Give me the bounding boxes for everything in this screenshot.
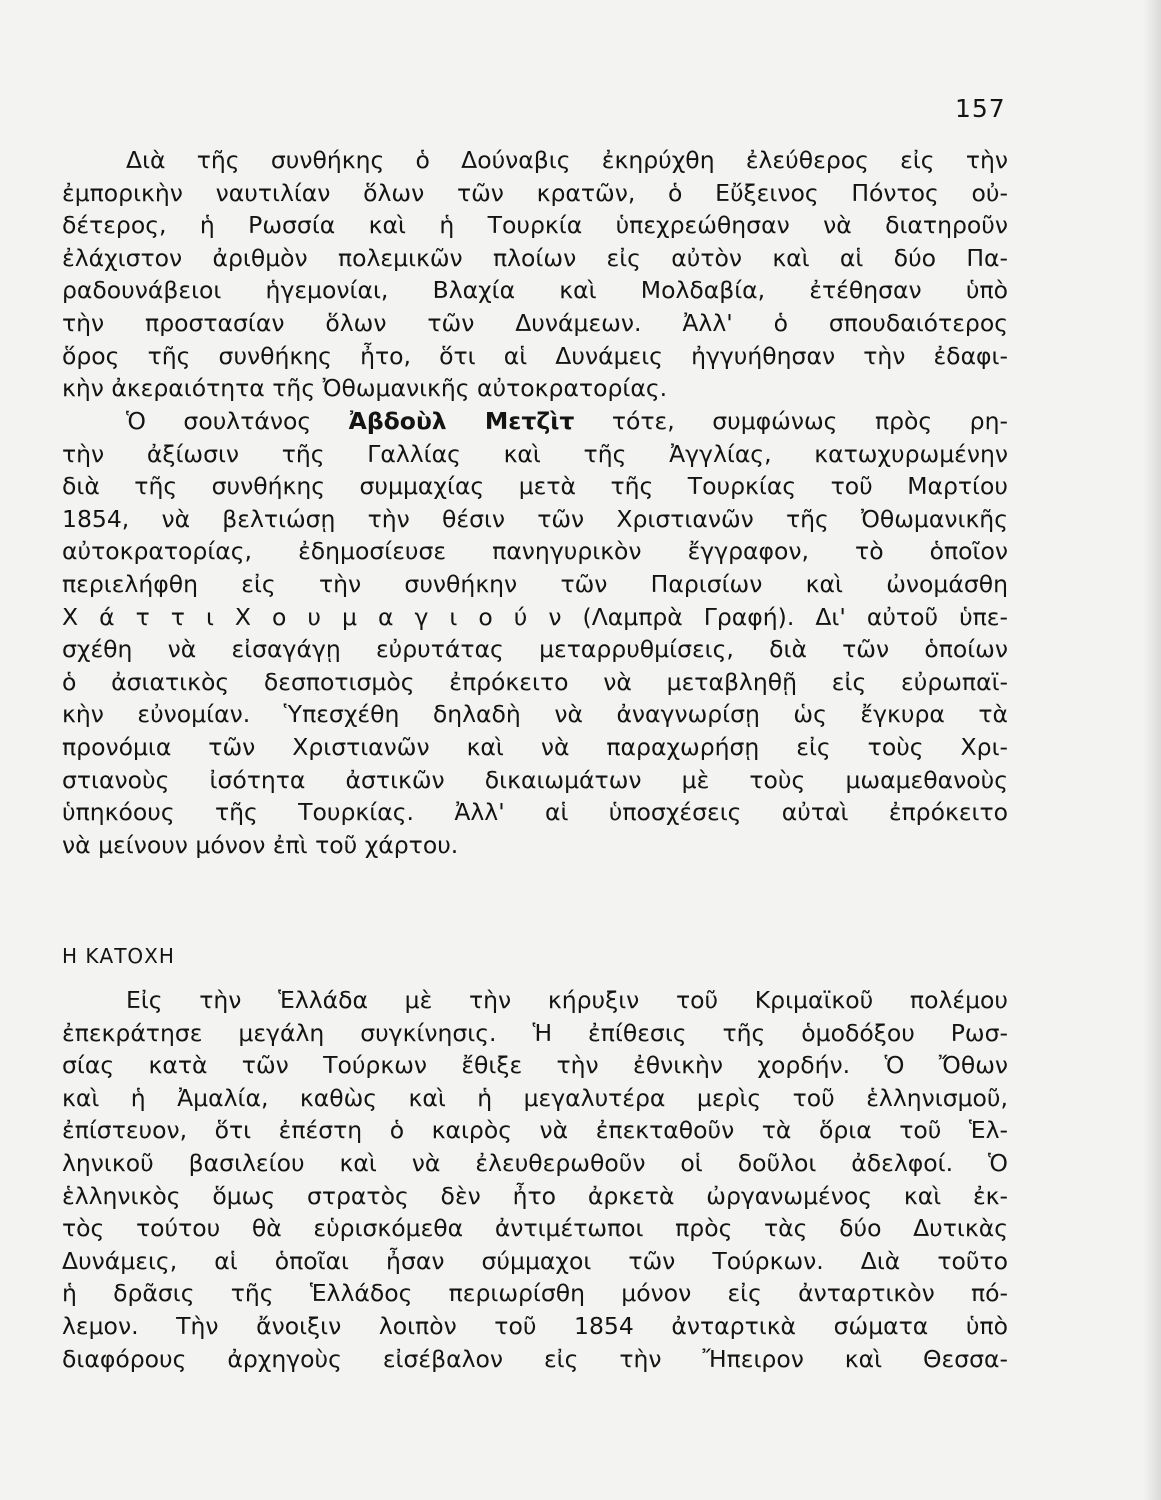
- sultan-name: Ἀβδοὺλ Μετζὶτ: [348, 407, 575, 435]
- text-line: Δυνάμεις, αἱ ὁποῖαι ἦσαν σύμμαχοι τῶν Τούρκων. Διὰ τοῦτο: [62, 1246, 1008, 1275]
- text-line: τὴν προστασίαν ὅλων τῶν Δυνάμεων. Ἀλλ' ὁ σπουδαιότερος: [62, 308, 1008, 337]
- text-line: κὴν ἀκεραιότητα τῆς Ὀθωμανικῆς αὐτοκρατορίας.: [62, 374, 668, 403]
- text-line: περιελήφθη εἰς τὴν συνθήκην τῶν Παρισίων καὶ ὠνομάσθη: [62, 569, 1008, 598]
- text-line: αὐτοκρατορίας, ἐδημοσίευσε πανηγυρικὸν ἔγγραφον, τὸ ὁποῖον: [62, 537, 1008, 566]
- text-line: ἑλληνικὸς ὅμως στρατὸς δὲν ἦτο ἀρκετὰ ὠργανωμένος καὶ ἐκ-: [62, 1181, 1008, 1210]
- text-line: 1854, νὰ βελτιώσῃ τὴν θέσιν τῶν Χριστιανῶν τῆς Ὀθωμανικῆς: [62, 504, 1008, 533]
- text-line: τὸς τούτου θὰ εὑρισκόμεθα ἀντιμέτωποι πρὸς τὰς δύο Δυτικὰς: [62, 1214, 1008, 1243]
- text-line: Χ ά τ τ ι Χ ο υ μ α γ ι ο ύ ν (Λαμπρὰ Γραφή). Δι' αὐτοῦ ὑπε-: [62, 602, 1008, 631]
- paragraph-hatti-humayun: [62, 405, 1008, 861]
- paragraph-treaty: [62, 144, 1008, 405]
- text-line: σχέθη νὰ εἰσαγάγῃ εὐρυτάτας μεταρρυθμίσεις, διὰ τῶν ὁποίων: [62, 635, 1008, 664]
- text-line: διαφόρους ἀρχηγοὺς εἰσέβαλον εἰς τὴν Ἤπειρον καὶ Θεσσα-: [62, 1344, 1008, 1373]
- text-line: προνόμια τῶν Χριστιανῶν καὶ νὰ παραχωρήσῃ εἰς τοὺς Χρι-: [62, 732, 1008, 761]
- text-line: ἐλάχιστον ἀριθμὸν πολεμικῶν πλοίων εἰς αὐτὸν καὶ αἱ δύο Πα-: [62, 243, 1008, 272]
- text-line: ὁ ἀσιατικὸς δεσποτισμὸς ἐπρόκειτο νὰ μεταβληθῇ εἰς εὐρωπαϊ-: [62, 667, 1008, 696]
- text-line: ἡ δρᾶσις τῆς Ἑλλάδος περιωρίσθη μόνον εἰς ἀνταρτικὸν πό-: [62, 1279, 1008, 1308]
- paragraph-occupation: [62, 984, 1008, 1375]
- text-line: Διὰ τῆς συνθήκης ὁ Δούναβις ἐκηρύχθη ἐλεύθερος εἰς τὴν: [126, 146, 1008, 174]
- text-line: σίας κατὰ τῶν Τούρκων ἔθιξε τὴν ἐθνικὴν χορδήν. Ὁ Ὄθων: [62, 1051, 1008, 1080]
- text-line: νὰ μείνουν μόνον ἐπὶ τοῦ χάρτου.: [62, 830, 459, 859]
- page-edge-shadow: [1143, 0, 1161, 1500]
- section-heading: Η ΚΑΤΟΧΗ: [62, 944, 175, 968]
- text-line: ἐπεκράτησε μεγάλη συγκίνησις. Ἡ ἐπίθεσις τῆς ὁμοδόξου Ρωσ-: [62, 1018, 1008, 1047]
- text-line: Εἰς τὴν Ἑλλάδα μὲ τὴν κήρυξιν τοῦ Κριμαϊκοῦ πολέμου: [126, 986, 1008, 1014]
- text-line: ὅρος τῆς συνθήκης ἦτο, ὅτι αἱ Δυνάμεις ἠγγυήθησαν τὴν ἐδαφι-: [62, 341, 1008, 370]
- page-number: 157: [955, 94, 1006, 123]
- text-run: Ὁ σουλτάνος: [126, 407, 349, 435]
- text-line: στιανοὺς ἰσότητα ἀστικῶν δικαιωμάτων μὲ τοὺς μωαμεθανοὺς: [62, 765, 1008, 794]
- text-line: ραδουνάβειοι ἡγεμονίαι, Βλαχία καὶ Μολδαβία, ἐτέθησαν ὑπὸ: [62, 276, 1008, 305]
- text-run: τότε, συμφώνως πρὸς ρη-: [574, 407, 1008, 435]
- text-line: διὰ τῆς συνθήκης συμμαχίας μετὰ τῆς Τουρκίας τοῦ Μαρτίου: [62, 472, 1008, 501]
- text-line: ἐπίστευον, ὅτι ἐπέστη ὁ καιρὸς νὰ ἐπεκταθοῦν τὰ ὅρια τοῦ Ἑλ-: [62, 1116, 1008, 1145]
- text-line: λεμον. Τὴν ἄνοιξιν λοιπὸν τοῦ 1854 ἀνταρτικὰ σώματα ὑπὸ: [62, 1311, 1008, 1340]
- text-line: [62, 405, 1008, 438]
- text-line: ὑπηκόους τῆς Τουρκίας. Ἀλλ' αἱ ὑποσχέσεις αὐταὶ ἐπρόκειτο: [62, 798, 1008, 827]
- text-line: δέτερος, ἡ Ρωσσία καὶ ἡ Τουρκία ὑπεχρεώθησαν νὰ διατηροῦν: [62, 211, 1008, 240]
- text-line: ἐμπορικὴν ναυτιλίαν ὅλων τῶν κρατῶν, ὁ Εὔξεινος Πόντος οὐ-: [62, 178, 1008, 207]
- text-line: τὴν ἀξίωσιν τῆς Γαλλίας καὶ τῆς Ἀγγλίας, κατωχυρωμένην: [62, 439, 1008, 468]
- text-line: καὶ ἡ Ἀμαλία, καθὼς καὶ ἡ μεγαλυτέρα μερὶς τοῦ ἑλληνισμοῦ,: [62, 1083, 1008, 1112]
- text-line: κὴν εὐνομίαν. Ὑπεσχέθη δηλαδὴ νὰ ἀναγνωρίσῃ ὡς ἔγκυρα τὰ: [62, 700, 1008, 729]
- text-line: ληνικοῦ βασιλείου καὶ νὰ ἐλευθερωθοῦν οἱ δοῦλοι ἀδελφοί. Ὁ: [62, 1148, 1008, 1177]
